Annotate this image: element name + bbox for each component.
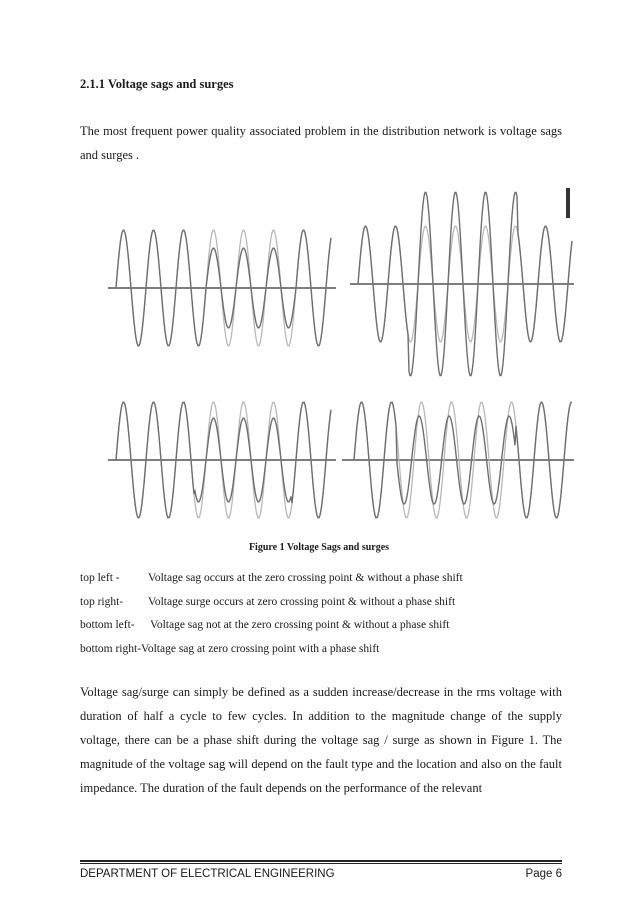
scan-mark <box>566 188 570 218</box>
note-bottom-left <box>80 614 463 638</box>
note-top-left <box>80 567 463 591</box>
note-top-right <box>80 591 463 615</box>
footer-rule <box>80 860 562 862</box>
footer-rule-thin <box>80 863 562 864</box>
intro-paragraph: The most frequent power quality associated problem in the distribution network is voltage sags and surges . <box>80 124 562 162</box>
panel-bottom-right <box>342 402 574 517</box>
note-text: Voltage sag not at the zero crossing point & without a phase shift <box>150 619 450 631</box>
panel-top-right <box>350 193 574 376</box>
panel-bottom-left <box>108 402 336 517</box>
note-text: Voltage sag occurs at the zero crossing point & without a phase shift <box>148 572 463 584</box>
note-bottom-right <box>80 638 463 662</box>
note-text: Voltage surge occurs at zero crossing point & without a phase shift <box>148 595 456 608</box>
note-text: -Voltage sag at zero crossing point with a phase shift <box>137 642 380 655</box>
note-term: bottom right <box>80 642 138 655</box>
note-term: top left - <box>80 572 120 584</box>
note-term: bottom left- <box>80 619 135 631</box>
footer-department: DEPARTMENT OF ELECTRICAL ENGINEERING <box>80 868 335 880</box>
section-heading: 2.1.1 Voltage sags and surges <box>80 77 234 91</box>
panel-top-left <box>108 230 336 345</box>
body-paragraph: Voltage sag/surge can simply be defined as a sudden increase/decrease in the rms voltage with duration of half a cycle to few cycles. In addition to the magnitude change of the supply voltage, there can be a phase shift during the voltage sag / surge as shown in Figure 1. The magnitude of the voltage sag will depend on the fault type and the location and also on the fault impedance. The duration of the fault depends on the performance of the relevant <box>80 685 562 795</box>
waveform-panels <box>96 178 580 538</box>
page-number: Page 6 <box>525 868 562 880</box>
figure-notes <box>80 567 463 661</box>
figure-caption: Figure 1 Voltage Sags and surges <box>248 542 390 553</box>
voltage-sag-surge-figure <box>96 178 580 538</box>
note-term: top right- <box>80 595 124 608</box>
